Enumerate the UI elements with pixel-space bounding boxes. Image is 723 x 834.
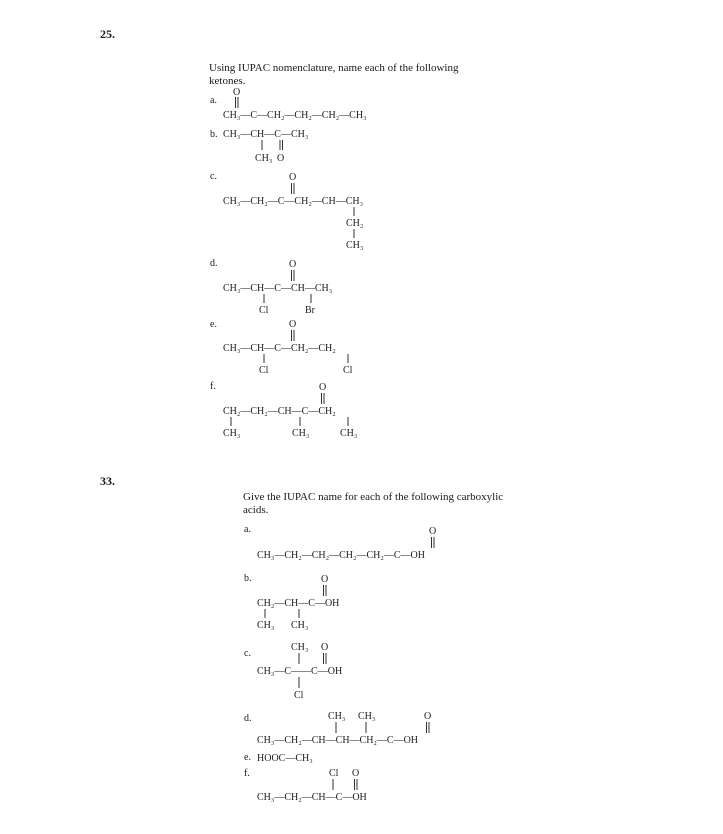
carbonyl-oxygen: O: [321, 642, 329, 653]
main-chain: CH₃—CH₂—C—CH₂—CH—CH₃: [223, 196, 364, 207]
item-label-33a: a.: [244, 524, 251, 535]
substituent-methyl: CH₃: [291, 620, 309, 631]
substituent-methyl: CH₃: [255, 153, 273, 164]
item-label-33e: e.: [244, 752, 251, 763]
carbonyl-oxygen: O: [424, 711, 432, 722]
substituent-methyl: CH₃: [292, 428, 310, 439]
branch-ethyl-end: CH₃: [346, 240, 364, 251]
carbonyl-oxygen: O: [277, 153, 285, 164]
structure-25b: [220, 125, 380, 165]
item-label-25d: d.: [210, 258, 218, 269]
substituent-methyl: CH₃: [340, 428, 358, 439]
carbonyl-oxygen: O: [233, 87, 241, 98]
question-number-33: 33.: [100, 474, 115, 488]
substituent-chloro: Cl: [259, 305, 269, 316]
structure-25c: [220, 168, 430, 252]
carbonyl-oxygen: O: [319, 382, 327, 393]
main-chain: HOOC—CH₃: [257, 753, 313, 764]
question-25-prompt: [209, 62, 458, 88]
main-chain: CH₃—CH₂—CH—CH—CH₂—C—OH: [257, 735, 419, 746]
carbonyl-oxygen: O: [321, 574, 329, 585]
substituent-chloro: Cl: [294, 690, 304, 701]
substituent-chloro: Cl: [259, 365, 269, 376]
structure-33c: [254, 638, 424, 706]
item-label-33d: d.: [244, 713, 252, 724]
structure-33f: [254, 764, 424, 808]
carbonyl-oxygen: O: [429, 526, 437, 537]
structure-25a: [220, 86, 420, 122]
item-label-33b: b.: [244, 573, 252, 584]
item-label-25b: b.: [210, 129, 218, 140]
carbonyl-oxygen: O: [289, 259, 297, 270]
prompt-line: acids.: [243, 504, 269, 516]
main-chain: CH₃—C——C—OH: [257, 666, 343, 677]
prompt-line: Give the IUPAC name for each of the following carboxylic: [243, 491, 504, 503]
main-chain: CH₃—CH₂—CH—C—OH: [257, 792, 367, 803]
prompt-line: Using IUPAC nomenclature, name each of the following: [209, 62, 459, 74]
substituent-methyl: CH₃: [257, 620, 275, 631]
question-number-25: 25.: [100, 27, 115, 41]
substituent-bromo: Br: [305, 305, 315, 316]
item-label-25c: c.: [210, 171, 217, 182]
item-label-33c: c.: [244, 648, 251, 659]
main-chain: CH₃—CH₂—CH₂—CH₂—CH₂—C—OH: [257, 550, 426, 561]
substituent-methyl: CH₃: [223, 428, 241, 439]
substituent-chloro: Cl: [329, 768, 339, 779]
substituent-methyl: CH₃: [291, 642, 309, 653]
main-chain: CH₃—CH—C—CH₂—CH₂: [223, 343, 336, 354]
carbonyl-oxygen: O: [352, 768, 360, 779]
item-label-25f: f.: [210, 381, 216, 392]
main-chain: CH₂—CH—C—OH: [257, 598, 340, 609]
structure-25f: [220, 378, 410, 442]
main-chain: CH₃—C—CH₂—CH₂—CH₂—CH₃: [223, 110, 367, 121]
question-33-prompt: [243, 491, 503, 517]
branch-ethyl: CH₂: [346, 218, 364, 229]
structure-25d: [220, 255, 400, 317]
main-chain: CH₃—CH—C—CH₃: [223, 129, 309, 140]
item-label-25a: a.: [210, 95, 217, 106]
structure-25e: [220, 315, 400, 379]
structure-33b: [254, 570, 414, 636]
main-chain: CH₃—CH—C—CH—CH₃: [223, 283, 333, 294]
item-label-33f: f.: [244, 768, 250, 779]
substituent-chloro: Cl: [343, 365, 353, 376]
structure-33e: [254, 744, 374, 764]
carbonyl-oxygen: O: [289, 319, 297, 330]
item-label-25e: e.: [210, 319, 217, 330]
prompt-line: ketones.: [209, 75, 246, 87]
substituent-methyl: CH₃: [328, 711, 346, 722]
structure-33a: [254, 522, 494, 566]
substituent-methyl: CH₃: [358, 711, 376, 722]
main-chain: CH₂—CH₂—CH—C—CH₂: [223, 406, 336, 417]
carbonyl-oxygen: O: [289, 172, 297, 183]
